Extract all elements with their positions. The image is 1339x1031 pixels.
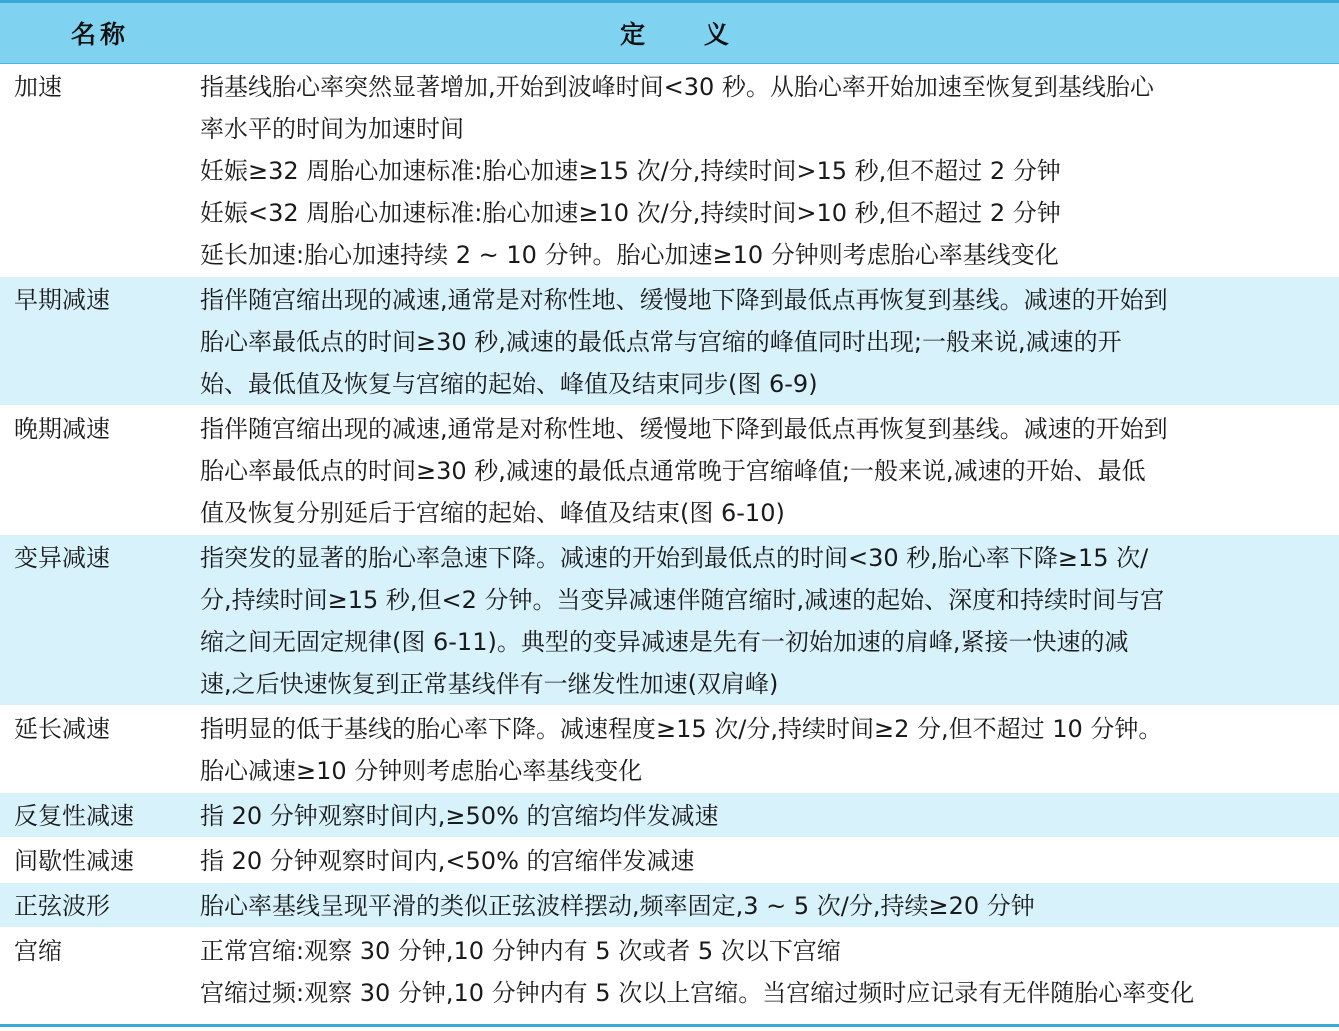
table-row (0, 838, 1339, 883)
table-bottom-rule (0, 1024, 1339, 1027)
definition-line: 分,持续时间≥15 秒,但<2 分钟。当变异减速伴随宫缩时,减速的起始、深度和持续时间与宫 (200, 586, 1165, 614)
row-definition (200, 838, 1339, 882)
definition-line: 指 20 分钟观察时间内,≥50% 的宫缩均伴发减速 (200, 802, 719, 830)
row-definition (200, 277, 1339, 405)
row-name: 变异减速 (14, 544, 110, 572)
definition-line: 指明显的低于基线的胎心率下降。减速程度≥15 次/分,持续时间≥2 分,但不超过 10 分钟。 (200, 715, 1163, 743)
definition-line: 正常宫缩:观察 30 分钟,10 分钟内有 5 次或者 5 次以下宫缩 (200, 937, 841, 965)
row-name: 晚期减速 (14, 415, 110, 443)
table-row (0, 706, 1339, 793)
definition-line: 胎心率最低点的时间≥30 秒,减速的最低点常与宫缩的峰值同时出现;一般来说,减速的开 (200, 328, 1122, 356)
definition-line: 指伴随宫缩出现的减速,通常是对称性地、缓慢地下降到最低点再恢复到基线。减速的开始到 (200, 286, 1168, 314)
definition-line: 胎心率最低点的时间≥30 秒,减速的最低点通常晚于宫缩峰值;一般来说,减速的开始、最低 (200, 457, 1146, 485)
table-row (0, 883, 1339, 928)
row-definition (200, 535, 1339, 705)
definition-line: 胎心减速≥10 分钟则考虑胎心率基线变化 (200, 757, 643, 785)
table-header (0, 3, 1339, 64)
row-definition (200, 883, 1339, 927)
header-name: 名称 (70, 20, 129, 49)
definition-line: 指基线胎心率突然显著增加,开始到波峰时间<30 秒。从胎心率开始加速至恢复到基线胎心 (200, 73, 1154, 101)
table-row (0, 535, 1339, 706)
table-row (0, 793, 1339, 838)
row-name: 反复性减速 (14, 802, 134, 830)
definition-line: 值及恢复分别延后于宫缩的起始、峰值及结束(图 6-10) (200, 499, 785, 527)
definition-line: 胎心率基线呈现平滑的类似正弦波样摆动,频率固定,3 ~ 5 次/分,持续≥20 分钟 (200, 892, 1035, 920)
definition-line: 宫缩过频:观察 30 分钟,10 分钟内有 5 次以上宫缩。当宫缩过频时应记录有无伴随胎心率变化 (200, 979, 1195, 1007)
row-name: 加速 (14, 73, 62, 101)
table-row (0, 928, 1339, 1015)
row-definition (200, 406, 1339, 534)
definition-line: 缩之间无固定规律(图 6-11)。典型的变异减速是先有一初始加速的肩峰,紧接一快速的减 (200, 628, 1129, 656)
header-definition: 定 义 (620, 20, 729, 49)
definition-line: 妊娠≥32 周胎心加速标准:胎心加速≥15 次/分,持续时间>15 秒,但不超过 2 分钟 (200, 157, 1061, 185)
definition-line: 速,之后快速恢复到正常基线伴有一继发性加速(双肩峰) (200, 670, 779, 698)
row-name: 早期减速 (14, 286, 110, 314)
table-row (0, 406, 1339, 535)
row-name: 宫缩 (14, 937, 62, 965)
row-definition (200, 793, 1339, 837)
row-definition (200, 64, 1339, 276)
definition-line: 指突发的显著的胎心率急速下降。减速的开始到最低点的时间<30 秒,胎心率下降≥15 次/ (200, 544, 1149, 572)
row-name: 正弦波形 (14, 892, 110, 920)
table-row (0, 64, 1339, 277)
definition-line: 率水平的时间为加速时间 (200, 115, 464, 143)
table-row (0, 277, 1339, 406)
row-name: 延长减速 (14, 715, 110, 743)
definition-line: 始、最低值及恢复与宫缩的起始、峰值及结束同步(图 6-9) (200, 370, 818, 398)
definition-line: 延长加速:胎心加速持续 2 ~ 10 分钟。胎心加速≥10 分钟则考虑胎心率基线变化 (200, 241, 1059, 269)
definition-line: 妊娠<32 周胎心加速标准:胎心加速≥10 次/分,持续时间>10 秒,但不超过 2 分钟 (200, 199, 1061, 227)
row-definition (200, 928, 1339, 1014)
definition-line: 指 20 分钟观察时间内,<50% 的宫缩伴发减速 (200, 847, 695, 875)
row-name: 间歇性减速 (14, 847, 134, 875)
row-definition (200, 706, 1339, 792)
definition-line: 指伴随宫缩出现的减速,通常是对称性地、缓慢地下降到最低点再恢复到基线。减速的开始到 (200, 415, 1168, 443)
